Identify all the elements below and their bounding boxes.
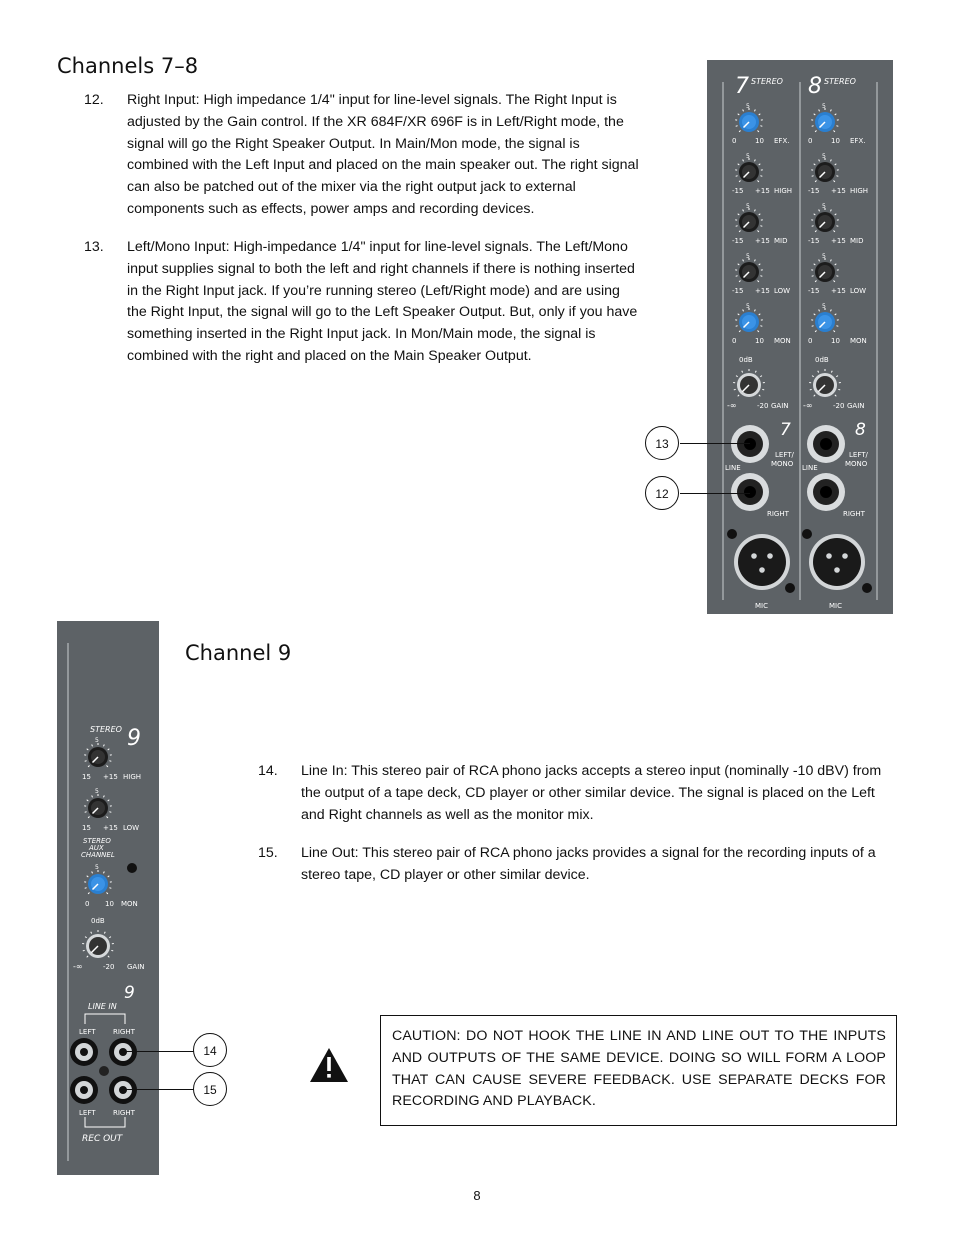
channel-9-panel-illustration (57, 621, 159, 1175)
scale-label: 5 (822, 303, 826, 310)
scale-label: +15 (831, 237, 846, 245)
caution-box: CAUTION: DO NOT HOOK THE LINE IN AND LINE OUT TO THE INPUTS AND OUTPUTS OF THE SAME DEVICE. DOING SO WILL FORM A LOOP THAT CAN CAUSE SEVERE FEEDBACK. USE SEPARATE DECKS FOR RECORDING AND PLAYBACK. (380, 1015, 897, 1126)
right-label: RIGHT (113, 1109, 135, 1117)
rca-rec-out-left (70, 1076, 98, 1104)
scale-label: -20 (103, 963, 115, 971)
knob-low (84, 794, 112, 818)
scale-label: 0dB (739, 356, 753, 364)
scale-label: +15 (755, 287, 770, 295)
mic-label: MIC (829, 602, 842, 610)
scale-label: 0 (808, 337, 813, 345)
knob-ch7-2 (735, 208, 763, 232)
item-12 (84, 90, 644, 222)
aux-led (127, 863, 137, 873)
mic-xlr-7 (727, 529, 795, 593)
scale-label: 0 (732, 137, 737, 145)
line-in-channel-number: 9 (124, 983, 135, 1003)
knob-ch8-3 (811, 258, 839, 282)
channel-9-number: 9 (127, 726, 141, 751)
channel-7-8-panel-illustration (707, 60, 893, 614)
rca-line-in-left (70, 1038, 98, 1066)
item-number: 12. (84, 92, 104, 108)
knob-function-label: GAIN (127, 963, 145, 971)
scale-label: -15 (732, 187, 744, 195)
scale-label: 5 (822, 253, 826, 260)
scale-label: +15 (103, 824, 118, 832)
item-number: 15. (258, 845, 278, 861)
knob-function-label: GAIN (847, 402, 865, 410)
scale-label: 10 (105, 900, 114, 908)
scale-label: 10 (831, 337, 840, 345)
scale-label: 5 (746, 153, 750, 160)
jack-right-label: RIGHT (767, 510, 789, 518)
stereo-label: STEREO (751, 77, 783, 86)
stereo-aux-label: STEREO (83, 837, 111, 845)
scale-label: +15 (755, 237, 770, 245)
scale-label: 10 (831, 137, 840, 145)
knob-function-label: EFX. (850, 137, 866, 145)
callout-leader-14 (120, 1051, 196, 1052)
left-mono-jack-8 (807, 425, 845, 463)
knob-function-label: HIGH (850, 187, 869, 195)
item-text: Line Out: This stereo pair of RCA phono jacks provides a signal for the recording inputs of a stereo tape, CD player or other similar device. (301, 845, 876, 883)
jack-number-7: 7 (780, 420, 791, 440)
scale-label: +15 (831, 187, 846, 195)
scale-label: 10 (755, 137, 764, 145)
scale-label: 5 (822, 103, 826, 110)
jack-line-label: LINE (802, 464, 818, 472)
knob-function-label: LOW (850, 287, 867, 295)
jack-left-label: LEFT/ (775, 451, 794, 459)
left-label: LEFT (79, 1109, 96, 1117)
item-number: 13. (84, 239, 104, 255)
jack-right-label: RIGHT (843, 510, 865, 518)
scale-label: 0 (808, 137, 813, 145)
knob-ch8-1 (811, 158, 839, 182)
scale-label: 5 (746, 203, 750, 210)
scale-label: 5 (746, 253, 750, 260)
scale-label: 15 (82, 824, 91, 832)
aux-label: AUX (89, 844, 104, 852)
knob-function-label: EFX. (774, 137, 790, 145)
item-number: 14. (258, 763, 278, 779)
knob-ch7-1 (735, 158, 763, 182)
knob-function-label: GAIN (771, 402, 789, 410)
knob-ch8-4 (811, 308, 839, 332)
knob-function-label: MON (850, 337, 867, 345)
item-14 (258, 761, 898, 827)
left-label: LEFT (79, 1028, 96, 1036)
rec-out-label: REC OUT (82, 1134, 123, 1144)
item-text: Line In: This stereo pair of RCA phono jacks accepts a stereo input (nominally -10 dBV) from the output of a tape deck, CD player or other similar device. The signal is placed on the Left and Right channels as well as the monitor mix. (301, 763, 882, 823)
knob-ch7-3 (735, 258, 763, 282)
jack-line-label: LINE (725, 464, 741, 472)
scale-label: +15 (755, 187, 770, 195)
section-title-channel-9: Channel 9 (185, 641, 292, 665)
channel-7-number: 7 (735, 74, 749, 99)
jack-number-8: 8 (855, 420, 866, 440)
scale-label: 15 (82, 773, 91, 781)
scale-label: -15 (732, 237, 744, 245)
scale-label: -∞ (73, 962, 83, 971)
right-jack-7 (731, 473, 769, 511)
callout-13: 13 (645, 426, 679, 460)
gain-knob-ch7 (733, 369, 765, 397)
callout-leader-15 (120, 1089, 196, 1090)
scale-label: -∞ (727, 401, 737, 410)
jack-left-label: LEFT/ (849, 451, 868, 459)
line-in-label: LINE IN (88, 1002, 117, 1011)
jack-mono-label: MONO (771, 460, 794, 468)
scale-label: -15 (808, 287, 820, 295)
item-text: Left/Mono Input: High-impedance 1/4" input for line-level signals. The Left/Mono input supplies signal to both the left and right channels if there is nothing inserted in the Right Input jack. If you’re running stereo (Left/Right mode) and are using the Right Input, the signal will go to the Left Speaker Output. But, only if you have something inserted in the Right Input jack. In Mon/Main mode, the signal is combined with the right and placed on the Main Speaker Output. (127, 239, 638, 364)
scale-label: 5 (822, 203, 826, 210)
scale-label: 5 (822, 153, 826, 160)
knob-ch7-0 (735, 108, 763, 132)
mic-label: MIC (755, 602, 768, 610)
channel-8-number: 8 (808, 74, 822, 99)
callout-leader-13 (680, 443, 750, 444)
callout-leader-12 (680, 493, 750, 494)
knob-ch7-4 (735, 308, 763, 332)
knob-function-label: MID (774, 237, 788, 245)
knob-high (84, 743, 112, 767)
scale-label: 5 (95, 788, 99, 795)
scale-label: 10 (755, 337, 764, 345)
page-number: 8 (473, 1188, 481, 1203)
knob-ch8-0 (811, 108, 839, 132)
knob-function-label: LOW (123, 824, 140, 832)
item-text: Right Input: High impedance 1/4" input for line-level signals. The Right Input is adjusted by the Gain control. If the XR 684F/XR 696F is in Left/Right mode, the signal will go the Right Speaker Output. In Main/Mon mode, the signal is combined with the Left Input and placed on the main speaker out. The right signal can also be patched out of the mixer via the right output jack to external components such as effects, power amps and recording devices. (127, 92, 639, 217)
stereo-label: STEREO (90, 725, 122, 734)
scale-label: 5 (746, 103, 750, 110)
scale-label: 5 (95, 737, 99, 744)
warning-triangle-icon (309, 1047, 349, 1083)
stereo-label: STEREO (824, 77, 856, 86)
knob-gain (82, 930, 114, 958)
callout-14: 14 (193, 1033, 227, 1067)
scale-label: +15 (831, 287, 846, 295)
knob-function-label: LOW (774, 287, 791, 295)
scale-label: -20 (757, 402, 769, 410)
section-title-channels-7-8: Channels 7–8 (57, 54, 199, 78)
scale-label: 0dB (91, 917, 105, 925)
scale-label: -15 (732, 287, 744, 295)
scale-label: +15 (103, 773, 118, 781)
knob-function-label: HIGH (123, 773, 142, 781)
knob-function-label: HIGH (774, 187, 793, 195)
knob-function-label: MID (850, 237, 864, 245)
scale-label: 5 (95, 864, 99, 871)
right-label: RIGHT (113, 1028, 135, 1036)
mic-xlr-8 (802, 529, 872, 593)
callout-12: 12 (645, 476, 679, 510)
item-15 (258, 843, 898, 887)
knob-mon (84, 870, 112, 894)
knob-function-label: MON (774, 337, 791, 345)
jack-mono-label: MONO (845, 460, 868, 468)
gain-knob-ch8 (809, 369, 841, 397)
scale-label: -∞ (803, 401, 813, 410)
scale-label: 0 (85, 900, 90, 908)
scale-label: -15 (808, 187, 820, 195)
scale-label: 0 (732, 337, 737, 345)
channel-label: CHANNEL (81, 851, 115, 859)
right-jack-8 (807, 473, 845, 511)
item-13 (84, 237, 644, 391)
knob-ch8-2 (811, 208, 839, 232)
callout-15: 15 (193, 1072, 227, 1106)
scale-label: -20 (833, 402, 845, 410)
scale-label: -15 (808, 237, 820, 245)
scale-label: 5 (746, 303, 750, 310)
knob-function-label: MON (121, 900, 138, 908)
scale-label: 0dB (815, 356, 829, 364)
